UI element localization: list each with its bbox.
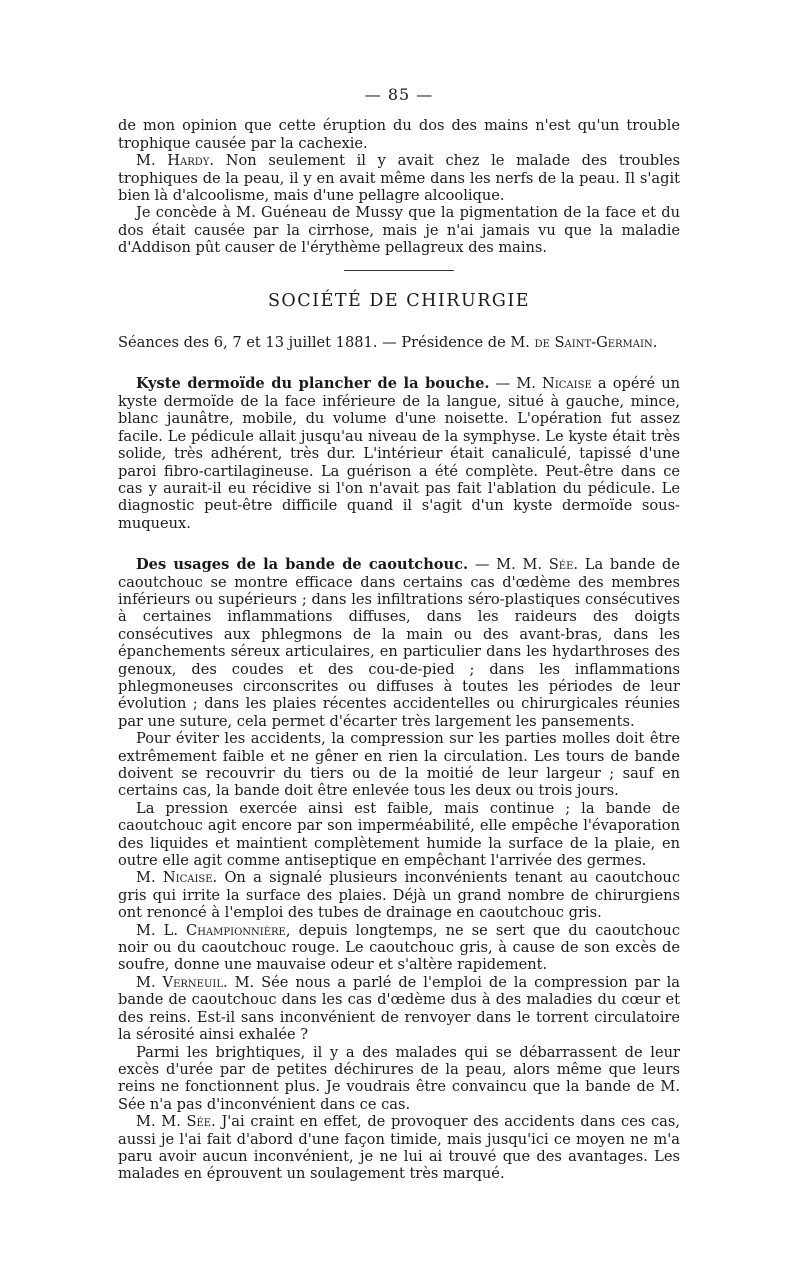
championniere-text: depuis longtemps, ne se sert que du caoutchouc noir ou du caoutchouc rouge. Le caoutchouc gris, à cause de son excès de soufre, donne une mauvaise odeur et s'altère rapidement. (118, 921, 680, 974)
speaker-nicaise: M. Nicaise. (136, 869, 218, 887)
sessions-text: Séances des 6, 7 et 13 juillet 1881. — Présidence de M. (118, 334, 530, 352)
society-title: SOCIÉTÉ DE CHIRURGIE (267, 290, 531, 311)
paragraph-pression: La pression exercée ainsi est faible, mais continue ; la bande de caoutchouc agit encore par son imperméabilité, elle empêche l'évaporation des liquides et maintient complètement humide la surface de la plaie, en outre elle agit comme antiseptique en empêchant l'arrivée des germes. (118, 799, 680, 870)
hardy-text: Non seulement il y avait chez le malade des troubles trophiques de la peau, il y en avait même dans les nerfs de la peau. Il s'agit bien là d'alcoolisme, mais d'une pellagre alcoolique. (118, 152, 680, 205)
paragraph-kyste (118, 375, 680, 532)
nicaise-text: On a signalé plusieurs inconvénients tenant au caoutchouc gris qui irrite la surface des plaies. Déjà un grand nombre de chirurgiens ont renoncé à l'emploi des tubes de drainage en caoutchouc gris. (118, 869, 680, 922)
speaker-hardy: M. Hardy. (136, 152, 215, 170)
kyste-title: Kyste dermoïde du plancher de la bouche. (136, 375, 490, 393)
president-name: de Saint-Germain. (534, 334, 658, 352)
paragraph-brightiques: Parmi les brightiques, il y a des malades qui se débarrassent de leur excès d'urée par de petites déchirures de la peau, alors même que leurs reins ne fonctionnent plus. Je voudrais être convaincu que la bande de M. Sée n'a pas d'inconvénient dans ce cas. (118, 1043, 680, 1113)
section-divider (344, 270, 454, 271)
bande-title: Des usages de la bande de caoutchouc. (136, 556, 469, 574)
document-page (118, 86, 680, 1183)
paragraph-opening-1: de mon opinion que cette éruption du dos des mains n'est qu'un trouble trophique causée par la cachexie. (118, 117, 680, 152)
paragraph-championniere (118, 922, 680, 974)
verneuil-text: M. Sée nous a parlé de l'emploi de la compression par la bande de caoutchouc dans les cas d'œdème dus à des maladies du cœur et des reins. Est-il sans inconvénient de renvoyer dans le torrent circulatoire la sérosité ainsi exhalée ? (118, 973, 681, 1044)
bande-text: La bande de caoutchouc se montre efficace dans certains cas d'œdème des membres inférieurs ou supérieurs ; dans les infiltrations séro-plastiques consécutives à certaines inflammations diffuses, dans les raideurs des doigts consécutives aux phlegmons de la main ou des avant-bras, dans les épanchements séreux articulaires, en particulier dans les hydarthroses des genoux, des coudes et des cou-de-pied ; dans les inflammations phlegmoneuses circonscrites ou diffuses à toutes les périodes de leur évolution ; dans les plaies récentes accidentelles ou chirurgicales réunies par une suture, cela permet d'écarter très largement les pansements. (118, 556, 681, 730)
kyste-text: a opéré un kyste dermoïde de la face inférieure de la langue, situé à gauche, mince, blanc jaunâtre, mobile, du volume d'une noisette. L'opération fut assez facile. Le pédicule allait jusqu'au niveau de la symphyse. Le kyste était très solide, très adhérent, très dur. L'intérieur était canaliculé, tapissé d'une paroi fibro-cartilagineuse. La guérison a été complète. Peut-être dans ce cas y aurait-il eu récidive si l'on n'avait pas fait l'ablation du pédicule. Le diagnostic peut-être difficile quand il s'agit d'un kyste dermoïde sous-muqueux. (118, 375, 681, 532)
paragraph-verneuil (118, 974, 680, 1044)
paragraph-compression: Pour éviter les accidents, la compression sur les parties molles doit être extrêmement faible et ne gêner en rien la circulation. Les tours de bande doivent se recouvrir du tiers ou de la moitié de leur largeur ; sauf en certains cas, la bande doit être enlevée tous les deux ou trois jours. (118, 730, 680, 800)
paragraph-nicaise (118, 869, 680, 921)
speaker-see: M. M. Sée. (136, 1113, 216, 1131)
see-final-text: J'ai craint en effet, de provoquer des accidents dans ces cas, aussi je l'ai fait d'abord d'une façon timide, mais jusqu'ici ce moyen ne m'a paru avoir aucun inconvénient, je ne lui ai trouvé que des avantages. Les malades en éprouvent un soulagement très marqué. (118, 1113, 680, 1183)
sessions-line (118, 334, 680, 351)
page-number: — 85 — (364, 85, 434, 104)
paragraph-see-final (118, 1113, 680, 1183)
paragraph-hardy (118, 152, 680, 204)
speaker-championniere: M. L. Championnière, (136, 921, 291, 939)
paragraph-opening-3: Je concède à M. Guéneau de Mussy que la pigmentation de la face et du dos était causée par la cirrhose, mais je n'ai jamais vu que la maladie d'Addison pût causer de l'érythème pellagreux des mains. (118, 204, 680, 257)
speaker-verneuil: M. Verneuil. (136, 973, 228, 991)
kyste-speaker: — M. Nicaise (495, 375, 592, 393)
bande-speaker: — M. M. Sée. (474, 556, 579, 574)
paragraph-bande (118, 556, 680, 730)
